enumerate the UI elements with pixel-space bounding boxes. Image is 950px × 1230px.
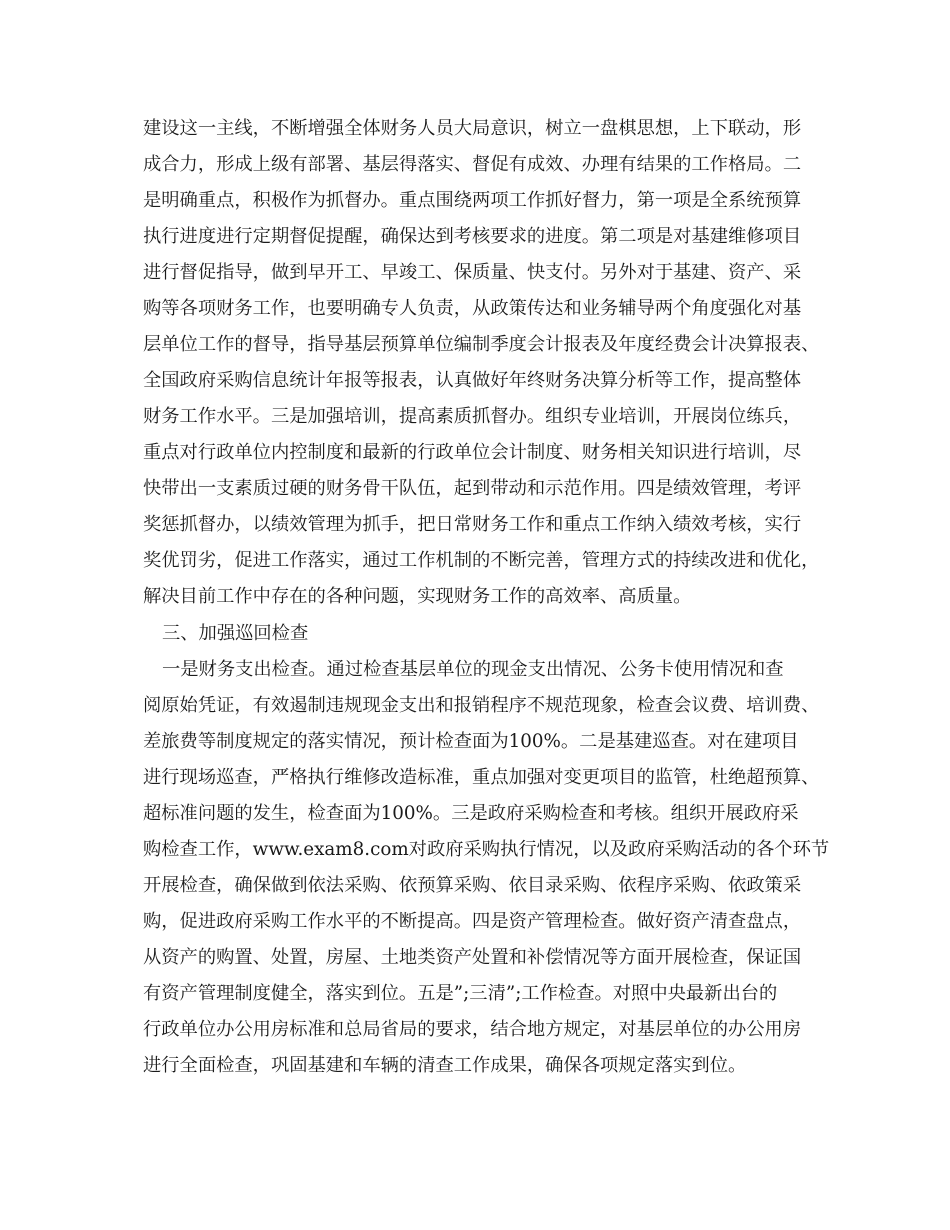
text-line: 进行督促指导，做到早开工、早竣工、保质量、快支付。另外对于基建、资产、采 xyxy=(143,262,802,283)
text-line: 一是财务支出检查。通过检查基层单位的现金支出情况、公务卡使用情况和查 xyxy=(162,659,784,680)
text-line: 进行全面检查，巩固基建和车辆的清查工作成果，确保各项规定落实到位。 xyxy=(143,1055,747,1076)
text-line: 开展检查，确保做到依法采购、依预算采购、依目录采购、依程序采购、依政策采 xyxy=(143,875,802,896)
text-line: 从资产的购置、处置，房屋、土地类资产处置和补偿情况等方面开展检查，保证国 xyxy=(143,947,802,968)
text-line: 进行现场巡查，严格执行维修改造标准，重点加强对变更项目的监管，杜绝超预算、 xyxy=(143,767,820,788)
text-line: 是明确重点，积极作为抓督办。重点围绕两项工作抓好督力，第一项是全系统预算 xyxy=(143,190,802,211)
text-line: 重点对行政单位内控制度和最新的行政单位会计制度、财务相关知识进行培训，尽 xyxy=(143,442,802,463)
text-line: 购，促进政府采购工作水平的不断提高。四是资产管理检查。做好资产清查盘点， xyxy=(143,911,802,932)
text-line: 奖优罚劣，促进工作落实，通过工作机制的不断完善，管理方式的持续改进和优化， xyxy=(143,550,820,571)
text-line: 有资产管理制度健全，落实到位。五是”;三清”;工作检查。对照中央最新出台的 xyxy=(143,983,778,1004)
text-line: 奖惩抓督办，以绩效管理为抓手，把日常财务工作和重点工作纳入绩效考核，实行 xyxy=(143,514,802,535)
text-line: 执行进度进行定期督促提醒，确保达到考核要求的进度。第二项是对基建维修项目 xyxy=(143,226,802,247)
text-line: 建设这一主线，不断增强全体财务人员大局意识，树立一盘棋思想，上下联动，形 xyxy=(143,118,802,139)
text-line: 财务工作水平。三是加强培训，提高素质抓督办。组织专业培训，开展岗位练兵， xyxy=(143,406,802,427)
text-line: 解决目前工作中存在的各种问题，实现财务工作的高效率、高质量。 xyxy=(143,586,692,607)
text-line: 层单位工作的督导，指导基层预算单位编制季度会计报表及年度经费会计决算报表、 xyxy=(143,334,820,355)
text-line: 差旅费等制度规定的落实情况，预计检查面为100%。二是基建巡查。对在建项目 xyxy=(143,731,799,752)
text-line: 行政单位办公用房标准和总局省局的要求，结合地方规定，对基层单位的办公用房 xyxy=(143,1019,802,1040)
section-heading: 三、加强巡回检查 xyxy=(162,623,309,644)
text-line: 购等各项财务工作，也要明确专人负责，从政策传达和业务辅导两个角度强化对基 xyxy=(143,298,802,319)
text-line: 快带出一支素质过硬的财务骨干队伍，起到带动和示范作用。四是绩效管理，考评 xyxy=(143,478,802,499)
text-line: 成合力，形成上级有部署、基层得落实、督促有成效、办理有结果的工作格局。二 xyxy=(143,154,802,175)
text-line: 超标准问题的发生，检查面为100%。三是政府采购检查和考核。组织开展政府采 xyxy=(143,803,799,824)
text-line: 全国政府采购信息统计年报等报表，认真做好年终财务决算分析等工作，提高整体 xyxy=(143,370,802,391)
text-line: 购检查工作，www.exam8.com对政府采购执行情况，以及政府采购活动的各个环节 xyxy=(143,839,830,860)
text-line: 阅原始凭证，有效遏制违规现金支出和报销程序不规范现象，检查会议费、培训费、 xyxy=(143,695,820,716)
